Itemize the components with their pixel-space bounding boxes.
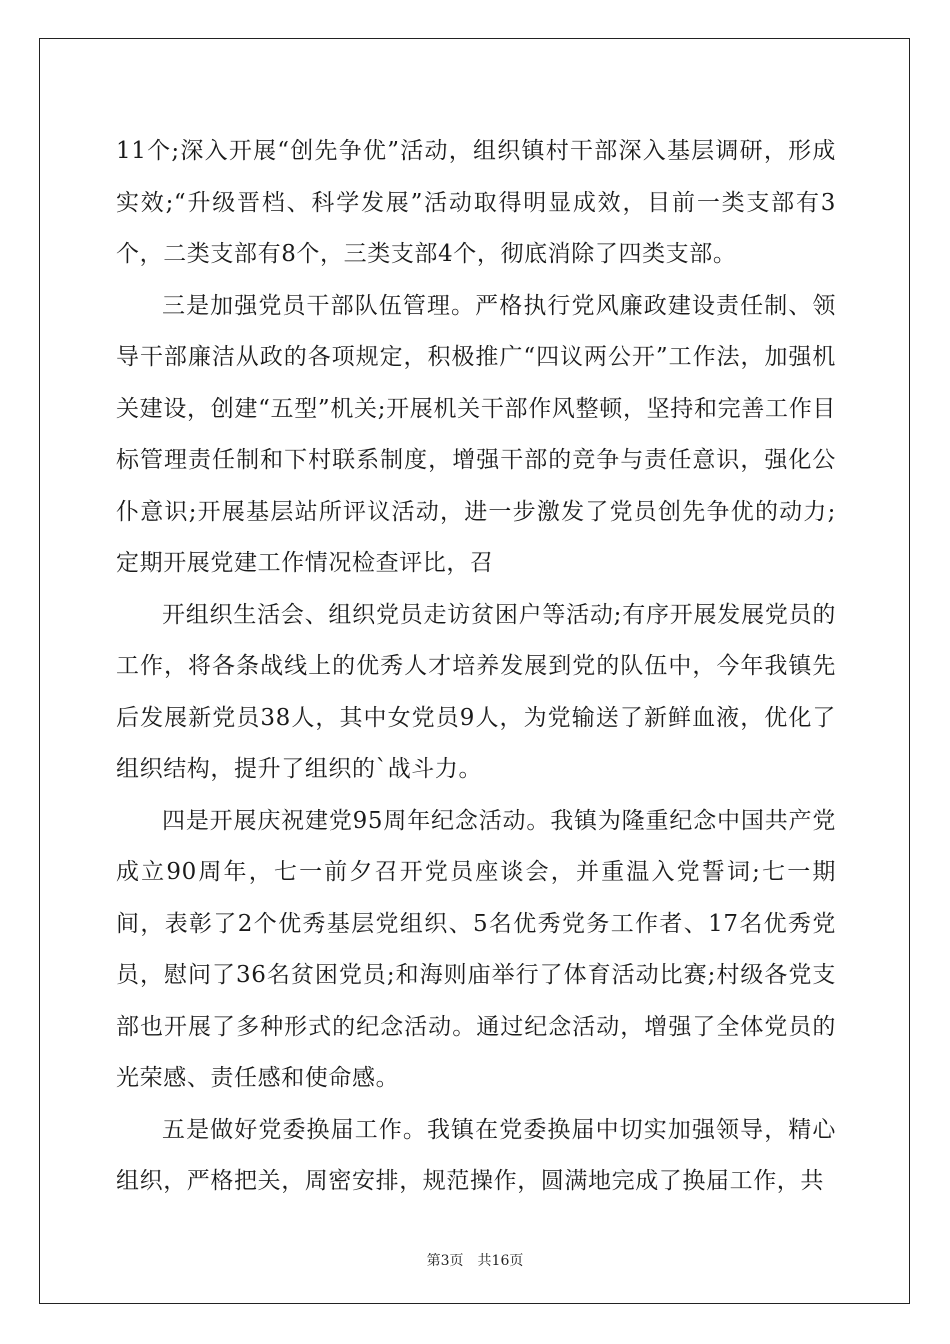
paragraph: 三是加强党员干部队伍管理。严格执行党风廉政建设责任制、领导干部廉洁从政的各项规定，积极推广“四议两公开”工作法，加强机关建设，创建“五型”机关;开展机关干部作风整顿，坚持和完善工作目标管理责任制和下村联系制度，增强干部的竞争与责任意识，强化公仆意识;开展基层站所评议活动，进一步激发了党员创先争优的动力;定期开展党建工作情况检查评比，召 <box>116 292 836 576</box>
document-body <box>116 126 836 1208</box>
paragraph: 11个;深入开展“创先争优”活动，组织镇村干部深入基层调研，形成实效;“升级晋档、科学发展”活动取得明显成效，目前一类支部有3个，二类支部有8个，三类支部4个，彻底消除了四类支部。 <box>116 138 836 267</box>
page-number: 第3页 <box>426 1253 464 1269</box>
page-footer <box>0 1250 950 1270</box>
page-total: 共16页 <box>477 1253 524 1269</box>
paragraph: 开组织生活会、组织党员走访贫困户等活动;有序开展发展党员的工作，将各条战线上的优秀人才培养发展到党的队伍中，今年我镇先后发展新党员38人，其中女党员9人，为党输送了新鲜血液，优化了组织结构，提升了组织的`战斗力。 <box>116 601 836 782</box>
paragraph: 四是开展庆祝建党95周年纪念活动。我镇为隆重纪念中国共产党成立90周年，七一前夕召开党员座谈会，并重温入党誓词;七一期间，表彰了2个优秀基层党组织、5名优秀党务工作者、17名优秀党员，慰问了36名贫困党员;和海则庙举行了体育活动比赛;村级各党支部也开展了多种形式的纪念活动。通过纪念活动，增强了全体党员的光荣感、责任感和使命感。 <box>116 807 836 1091</box>
paragraph: 五是做好党委换届工作。我镇在党委换届中切实加强领导，精心组织，严格把关，周密安排，规范操作，圆满地完成了换届工作，共 <box>116 1116 836 1194</box>
